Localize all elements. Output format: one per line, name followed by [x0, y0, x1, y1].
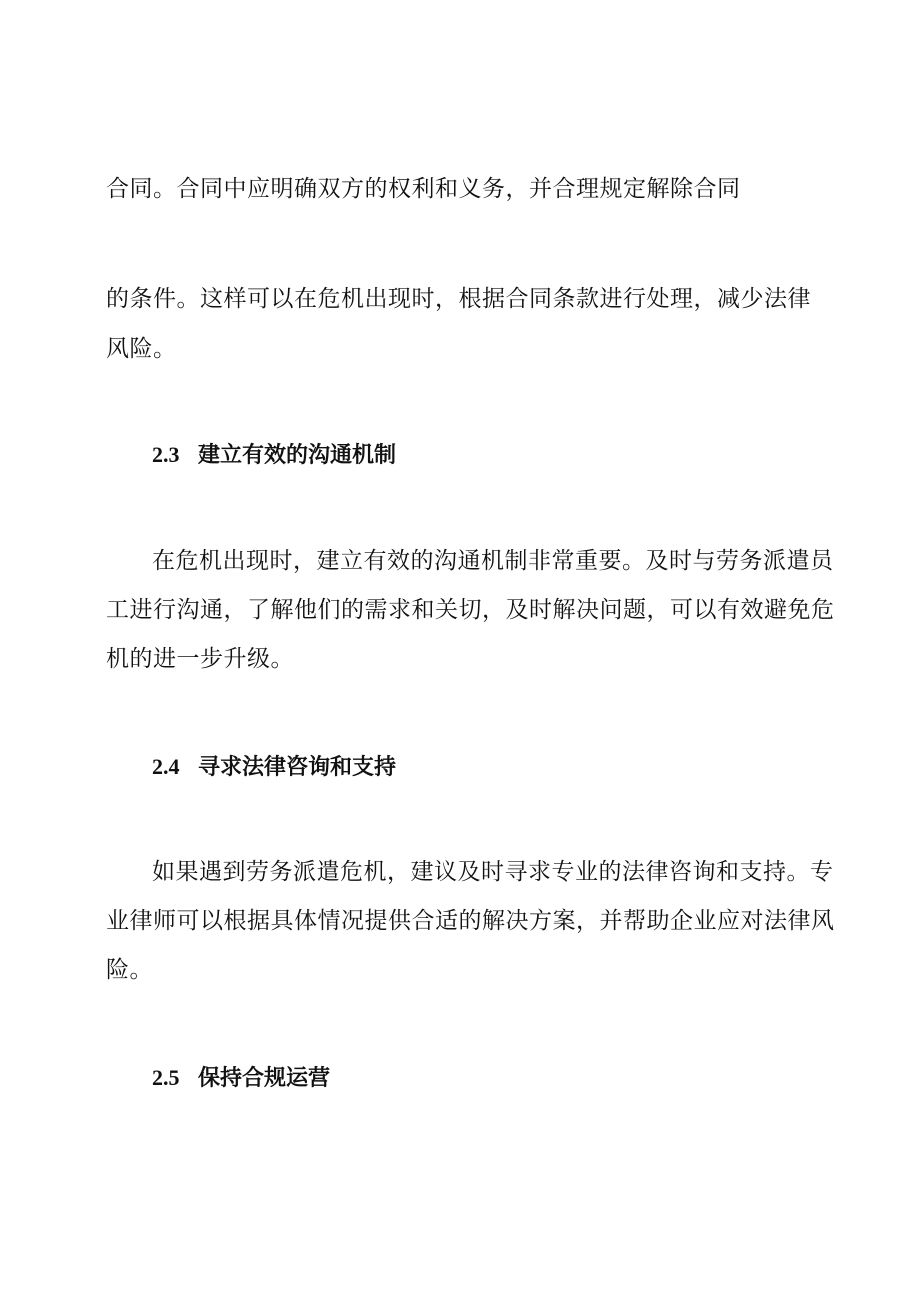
- section-title: 寻求法律咨询和支持: [198, 755, 397, 780]
- paragraph-line: 如果遇到劳务派遣危机，建议及时寻求专业的法律咨询和支持。专: [152, 859, 834, 885]
- paragraph-line: 业律师可以根据具体情况提供合适的解决方案，并帮助企业应对法律风: [106, 908, 835, 934]
- paragraph-line: 的条件。这样可以在危机出现时，根据合同条款进行处理，减少法律: [106, 286, 811, 312]
- section-heading: [152, 440, 396, 471]
- section-number: 2.5: [152, 1065, 180, 1090]
- paragraph-line: 工进行沟通，了解他们的需求和关切，及时解决问题，可以有效避免危: [106, 597, 835, 623]
- section-heading: [152, 1063, 330, 1094]
- paragraph-line: 合同。合同中应明确双方的权利和义务，并合理规定解除合同: [106, 176, 741, 202]
- paragraph-line: 在危机出现时，建立有效的沟通机制非常重要。及时与劳务派遣员: [152, 548, 834, 574]
- section-heading: [152, 752, 396, 783]
- paragraph-line: 风险。: [106, 336, 177, 362]
- paragraph-line: 险。: [106, 957, 153, 983]
- section-number: 2.4: [152, 754, 180, 779]
- section-number: 2.3: [152, 442, 180, 467]
- section-title: 建立有效的沟通机制: [198, 443, 397, 468]
- section-title: 保持合规运营: [198, 1066, 331, 1091]
- paragraph-line: 机的进一步升级。: [106, 646, 294, 672]
